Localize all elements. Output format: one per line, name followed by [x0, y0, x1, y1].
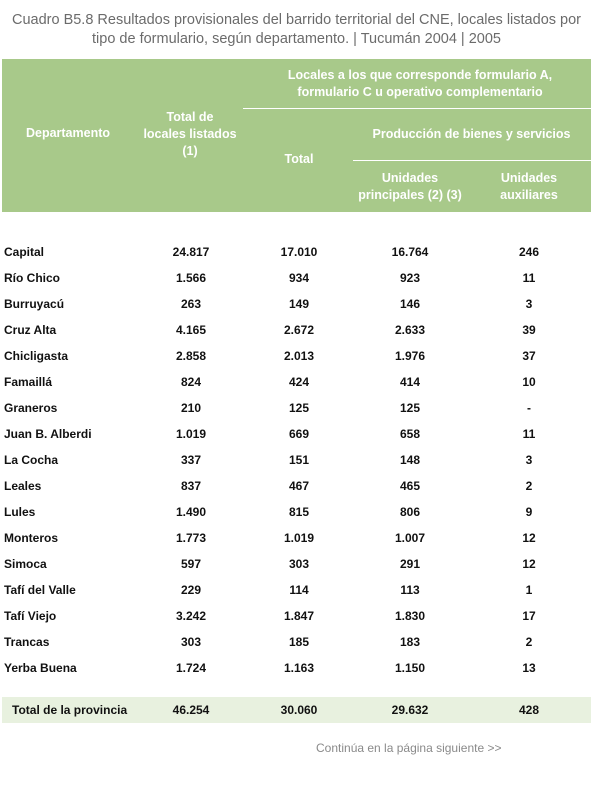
cell-unidades-principales: 1.830	[394, 609, 426, 623]
cell-unidades-auxiliares: -	[527, 401, 531, 415]
cell-total-listados: 1.490	[175, 505, 207, 519]
cell-unidades-auxiliares: 246	[518, 245, 540, 259]
table-body	[2, 239, 591, 681]
cell-total: 149	[288, 297, 310, 311]
header-group-line1: Locales a los que corresponde formulario A,	[287, 68, 553, 82]
cell-unidades-principales: 125	[399, 401, 421, 415]
cell-total: 114	[289, 583, 309, 597]
table-row	[2, 369, 591, 395]
cell-unidades-auxiliares: 12	[522, 531, 536, 545]
cell-total: 125	[288, 401, 310, 415]
header-total-label: Total	[284, 152, 314, 166]
cell-unidades-principales: 806	[399, 505, 421, 519]
cell-total: 467	[288, 479, 310, 493]
cell-unidades-principales: 1.150	[394, 661, 426, 675]
header-total-line1: Total de	[166, 110, 214, 124]
cell-unidades-principales: 113	[400, 583, 420, 597]
table-row	[2, 343, 591, 369]
cell-total-listados: 597	[180, 557, 202, 571]
cell-total: 303	[288, 557, 310, 571]
cell-unidades-principales: 465	[399, 479, 421, 493]
total-row-total: 46.254	[172, 703, 210, 717]
cell-departamento: Burruyacú	[4, 297, 65, 311]
table-row	[2, 421, 591, 447]
cell-unidades-auxiliares: 39	[522, 323, 536, 337]
cell-unidades-principales: 658	[399, 427, 421, 441]
table-title-text: Cuadro B5.8 Resultados provisionales del barrido territorial del CNE, locales listados por tipo de formulario, según departamento. | Tucumán 2004 | 2005	[11, 12, 581, 47]
cell-total: 669	[288, 427, 310, 441]
cell-total-listados: 24.817	[172, 245, 210, 259]
total-row	[2, 697, 591, 723]
cell-unidades-auxiliares: 13	[522, 661, 536, 675]
header-unidades-principales	[348, 170, 472, 204]
continue-link[interactable]	[316, 741, 501, 755]
header-group-locales	[255, 67, 585, 101]
cell-total-listados: 1.773	[175, 531, 207, 545]
table-row	[2, 629, 591, 655]
table-row	[2, 447, 591, 473]
cell-departamento: Juan B. Alberdi	[4, 427, 92, 441]
cell-total-listados: 210	[180, 401, 202, 415]
cell-unidades-auxiliares: 10	[522, 375, 536, 389]
cell-total-listados: 263	[180, 297, 202, 311]
total-row-auxiliares: 428	[518, 703, 540, 717]
cell-departamento: Graneros	[4, 401, 58, 415]
cell-total-listados: 837	[180, 479, 202, 493]
table-row	[2, 265, 591, 291]
cell-total: 815	[288, 505, 310, 519]
table-row	[2, 525, 591, 551]
cell-total-listados: 1.019	[175, 427, 207, 441]
cell-unidades-auxiliares: 1	[525, 583, 533, 597]
cell-total: 151	[288, 453, 310, 467]
cell-departamento: Leales	[4, 479, 42, 493]
cell-departamento: La Cocha	[4, 453, 59, 467]
cell-unidades-auxiliares: 11	[522, 271, 536, 285]
table-row	[2, 577, 591, 603]
cell-departamento: Simoca	[4, 557, 47, 571]
header-group-line2: formulario C u operativo complementario	[297, 85, 543, 99]
cell-departamento: Monteros	[4, 531, 58, 545]
table-row	[2, 499, 591, 525]
cell-total-listados: 3.242	[175, 609, 207, 623]
continue-link-text: Continúa en la página siguiente >>	[316, 741, 502, 755]
cell-departamento: Famaillá	[4, 375, 53, 389]
cell-departamento: Trancas	[4, 635, 50, 649]
table-title	[2, 11, 591, 49]
total-row-name: Total de la provincia	[12, 703, 128, 717]
table-header	[2, 59, 591, 212]
cell-unidades-auxiliares: 12	[522, 557, 536, 571]
cell-departamento: Río Chico	[4, 271, 60, 285]
cell-unidades-principales: 16.764	[391, 245, 429, 259]
header-departamento-label: Departamento	[25, 126, 111, 140]
cell-unidades-auxiliares: 37	[522, 349, 536, 363]
header-aux-line1: Unidades	[500, 171, 558, 185]
header-total	[253, 151, 345, 168]
cell-unidades-principales: 1.007	[394, 531, 426, 545]
cell-unidades-principales: 291	[399, 557, 421, 571]
cell-total: 934	[288, 271, 310, 285]
cell-unidades-auxiliares: 3	[525, 297, 533, 311]
header-total-listados	[135, 109, 245, 160]
cell-total: 17.010	[280, 245, 318, 259]
cell-total-listados: 1.566	[175, 271, 207, 285]
cell-unidades-principales: 146	[399, 297, 421, 311]
cell-departamento: Cruz Alta	[4, 323, 57, 337]
cell-unidades-principales: 183	[399, 635, 421, 649]
cell-departamento: Tafí Viejo	[4, 609, 57, 623]
header-divider-produccion	[353, 160, 591, 161]
cell-total-listados: 4.165	[175, 323, 207, 337]
cell-total-listados: 229	[180, 583, 202, 597]
cell-total: 1.019	[283, 531, 315, 545]
cell-total: 1.163	[283, 661, 315, 675]
header-departamento	[8, 125, 128, 142]
total-row-unidades: 29.632	[391, 703, 429, 717]
cell-unidades-principales: 2.633	[394, 323, 426, 337]
cell-unidades-auxiliares: 2	[525, 635, 533, 649]
table-row	[2, 291, 591, 317]
table-row	[2, 551, 591, 577]
header-produccion	[352, 126, 591, 143]
total-row-total2: 30.060	[280, 703, 318, 717]
cell-total-listados: 1.724	[175, 661, 207, 675]
cell-unidades-auxiliares: 17	[522, 609, 536, 623]
cell-total: 2.672	[283, 323, 315, 337]
cell-total: 185	[288, 635, 310, 649]
header-unidades-auxiliares	[479, 170, 579, 204]
cell-unidades-principales: 148	[399, 453, 421, 467]
header-total-line2: locales listados	[143, 127, 237, 141]
cell-total-listados: 824	[180, 375, 202, 389]
cell-departamento: Lules	[4, 505, 36, 519]
cell-unidades-auxiliares: 9	[525, 505, 533, 519]
table-row	[2, 317, 591, 343]
cell-unidades-principales: 1.976	[394, 349, 426, 363]
cell-total-listados: 337	[180, 453, 202, 467]
cell-unidades-auxiliares: 11	[522, 427, 536, 441]
header-produccion-label: Producción de bienes y servicios	[372, 127, 571, 141]
cell-unidades-principales: 414	[399, 375, 421, 389]
header-total-line3: (1)	[182, 144, 198, 158]
cell-unidades-auxiliares: 3	[525, 453, 533, 467]
cell-unidades-auxiliares: 2	[525, 479, 533, 493]
table-row	[2, 239, 591, 265]
header-unid-line1: Unidades	[381, 171, 439, 185]
cell-total: 1.847	[283, 609, 315, 623]
table-row	[2, 473, 591, 499]
cell-unidades-principales: 923	[399, 271, 421, 285]
table-row	[2, 603, 591, 629]
cell-total: 2.013	[283, 349, 315, 363]
header-aux-line2: auxiliares	[500, 188, 558, 202]
cell-departamento: Yerba Buena	[4, 661, 77, 675]
header-divider-group	[243, 108, 591, 109]
table-row	[2, 395, 591, 421]
cell-total-listados: 303	[180, 635, 202, 649]
cell-departamento: Capital	[4, 245, 45, 259]
cell-departamento: Chicligasta	[4, 349, 69, 363]
cell-total-listados: 2.858	[175, 349, 207, 363]
cell-total: 424	[288, 375, 310, 389]
header-unid-line2: principales (2) (3)	[358, 188, 462, 202]
cell-departamento: Tafí del Valle	[4, 583, 76, 597]
table-row	[2, 655, 591, 681]
